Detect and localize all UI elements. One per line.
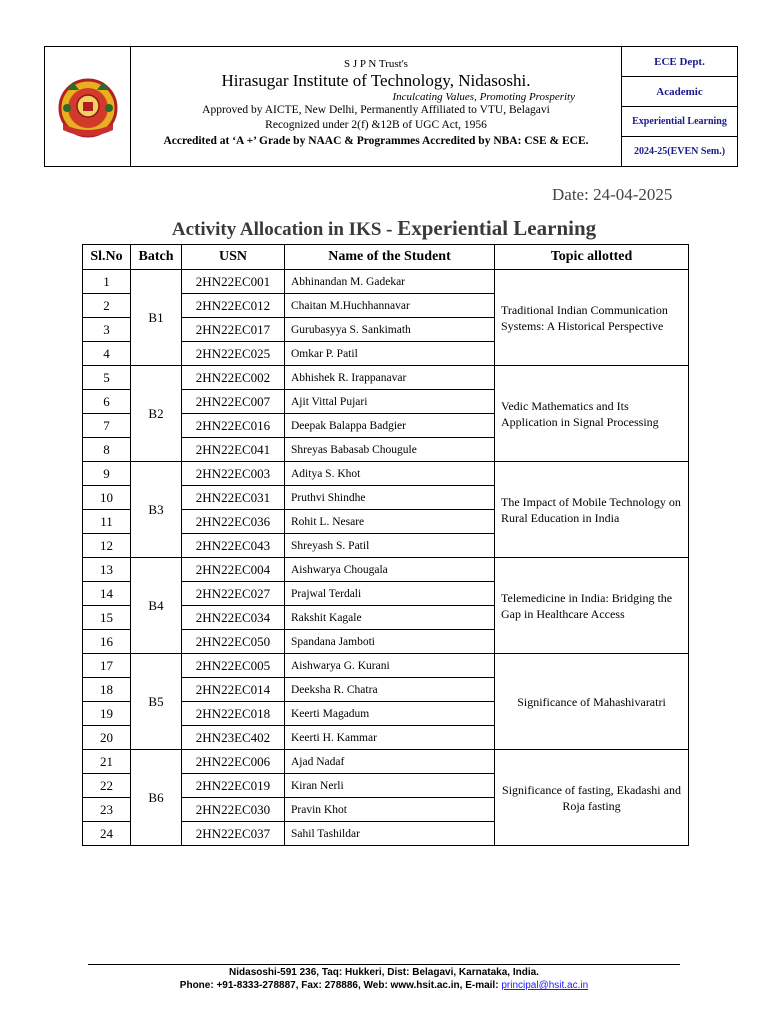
- sl-no-cell: 24: [83, 822, 131, 846]
- sl-no-cell: 5: [83, 366, 131, 390]
- accreditation-text: Accredited at ‘A +’ Grade by NAAC & Programmes Accredited by NBA: CSE & ECE.: [163, 135, 589, 147]
- usn-cell: 2HN22EC041: [182, 438, 285, 462]
- institute-motto: Inculcating Values, Promoting Prosperity: [392, 91, 575, 103]
- document-date: Date: 24-04-2025: [552, 185, 673, 204]
- topic-cell: Telemedicine in India: Bridging the Gap in Healthcare Access: [495, 558, 689, 654]
- student-name-cell: Deeksha R. Chatra: [285, 678, 495, 702]
- student-name-cell: Shreyas Babasab Chougule: [285, 438, 495, 462]
- usn-cell: 2HN22EC030: [182, 798, 285, 822]
- sl-no-cell: 23: [83, 798, 131, 822]
- student-name-cell: Deepak Balappa Badgier: [285, 414, 495, 438]
- header-slno: Sl.No: [83, 245, 131, 270]
- student-name-cell: Keerti Magadum: [285, 702, 495, 726]
- usn-cell: 2HN22EC043: [182, 534, 285, 558]
- usn-cell: 2HN22EC004: [182, 558, 285, 582]
- sl-no-cell: 18: [83, 678, 131, 702]
- sl-no-cell: 7: [83, 414, 131, 438]
- student-name-cell: Abhinandan M. Gadekar: [285, 270, 495, 294]
- usn-cell: 2HN22EC002: [182, 366, 285, 390]
- header-batch: Batch: [131, 245, 182, 270]
- usn-cell: 2HN22EC034: [182, 606, 285, 630]
- student-name-cell: Omkar P. Patil: [285, 342, 495, 366]
- activity-label: Experiential Learning: [622, 107, 737, 137]
- recognition-text: Recognized under 2(f) &12B of UGC Act, 1956: [265, 119, 487, 131]
- batch-cell: B4: [131, 558, 182, 654]
- semester-label: 2024-25(EVEN Sem.): [633, 146, 726, 157]
- student-name-cell: Pravin Khot: [285, 798, 495, 822]
- topic-cell: Vedic Mathematics and Its Application in Signal Processing: [495, 366, 689, 462]
- allocation-table: [82, 244, 689, 846]
- title-part-1: Activity Allocation in IKS -: [171, 219, 398, 240]
- student-name-cell: Ajad Nadaf: [285, 750, 495, 774]
- institute-emblem-icon: [53, 72, 123, 142]
- topic-cell: The Impact of Mobile Technology on Rural Education in India: [495, 462, 689, 558]
- footer-contact-text: Phone: +91-8333-278887, Fax: 278886, Web: www.hsit.ac.in, E-mail:: [179, 980, 502, 991]
- student-name-cell: Gurubasyya S. Sankimath: [285, 318, 495, 342]
- batch-cell: B1: [131, 270, 182, 366]
- batch-cell: B5: [131, 654, 182, 750]
- student-name-cell: Shreyash S. Patil: [285, 534, 495, 558]
- sl-no-cell: 2: [83, 294, 131, 318]
- topic-cell: Significance of Mahashivaratri: [495, 654, 689, 750]
- usn-cell: 2HN22EC016: [182, 414, 285, 438]
- usn-cell: 2HN22EC014: [182, 678, 285, 702]
- usn-cell: 2HN22EC031: [182, 486, 285, 510]
- table-row: [83, 654, 689, 678]
- header-meta: [622, 47, 737, 166]
- institute-name: Hirasugar Institute of Technology, Nidasoshi.: [221, 71, 531, 90]
- usn-cell: 2HN23EC402: [182, 726, 285, 750]
- usn-cell: 2HN22EC003: [182, 462, 285, 486]
- usn-cell: 2HN22EC050: [182, 630, 285, 654]
- student-name-cell: Chaitan M.Huchhannavar: [285, 294, 495, 318]
- header-usn: USN: [182, 245, 285, 270]
- batch-cell: B6: [131, 750, 182, 846]
- usn-cell: 2HN22EC007: [182, 390, 285, 414]
- table-row: [83, 558, 689, 582]
- sl-no-cell: 15: [83, 606, 131, 630]
- batch-cell: B3: [131, 462, 182, 558]
- student-name-cell: Aishwarya Chougala: [285, 558, 495, 582]
- sl-no-cell: 14: [83, 582, 131, 606]
- table-row: [83, 270, 689, 294]
- page-title: [0, 216, 768, 241]
- sl-no-cell: 21: [83, 750, 131, 774]
- usn-cell: 2HN22EC017: [182, 318, 285, 342]
- trust-name: S J P N Trust's: [344, 58, 408, 70]
- table-row: [83, 366, 689, 390]
- footer-contact: [0, 980, 768, 991]
- usn-cell: 2HN22EC037: [182, 822, 285, 846]
- sl-no-cell: 12: [83, 534, 131, 558]
- student-name-cell: Rohit L. Nesare: [285, 510, 495, 534]
- student-name-cell: Sahil Tashildar: [285, 822, 495, 846]
- usn-cell: 2HN22EC012: [182, 294, 285, 318]
- sl-no-cell: 8: [83, 438, 131, 462]
- usn-cell: 2HN22EC036: [182, 510, 285, 534]
- student-name-cell: Abhishek R. Irappanavar: [285, 366, 495, 390]
- footer-address: Nidasoshi-591 236, Taq: Hukkeri, Dist: Belagavi, Karnataka, India.: [229, 967, 539, 978]
- topic-cell: Traditional Indian Communication Systems: A Historical Perspective: [495, 270, 689, 366]
- sl-no-cell: 16: [83, 630, 131, 654]
- table-body: [83, 270, 689, 846]
- usn-cell: 2HN22EC027: [182, 582, 285, 606]
- section-label: Academic: [622, 77, 737, 107]
- usn-cell: 2HN22EC001: [182, 270, 285, 294]
- table-row: [83, 462, 689, 486]
- sl-no-cell: 10: [83, 486, 131, 510]
- student-name-cell: Rakshit Kagale: [285, 606, 495, 630]
- sl-no-cell: 6: [83, 390, 131, 414]
- usn-cell: 2HN22EC018: [182, 702, 285, 726]
- table-row: [83, 750, 689, 774]
- sl-no-cell: 13: [83, 558, 131, 582]
- institute-info: [131, 47, 622, 166]
- student-name-cell: Kiran Nerli: [285, 774, 495, 798]
- student-name-cell: Prajwal Terdali: [285, 582, 495, 606]
- student-name-cell: Aishwarya G. Kurani: [285, 654, 495, 678]
- sl-no-cell: 11: [83, 510, 131, 534]
- header-name: Name of the Student: [285, 245, 495, 270]
- logo-cell: [45, 47, 131, 166]
- approval-text: Approved by AICTE, New Delhi, Permanently Affiliated to VTU, Belagavi: [202, 104, 550, 116]
- student-name-cell: Pruthvi Shindhe: [285, 486, 495, 510]
- sl-no-cell: 9: [83, 462, 131, 486]
- dept-label: ECE Dept.: [622, 47, 737, 77]
- student-name-cell: Keerti H. Kammar: [285, 726, 495, 750]
- table-header-row: [83, 245, 689, 270]
- student-name-cell: Spandana Jamboti: [285, 630, 495, 654]
- letterhead: [44, 46, 738, 167]
- usn-cell: 2HN22EC019: [182, 774, 285, 798]
- header-topic: Topic allotted: [495, 245, 689, 270]
- sl-no-cell: 17: [83, 654, 131, 678]
- usn-cell: 2HN22EC005: [182, 654, 285, 678]
- sl-no-cell: 20: [83, 726, 131, 750]
- sl-no-cell: 19: [83, 702, 131, 726]
- batch-cell: B2: [131, 366, 182, 462]
- sl-no-cell: 3: [83, 318, 131, 342]
- sl-no-cell: 22: [83, 774, 131, 798]
- student-name-cell: Ajit Vittal Pujari: [285, 390, 495, 414]
- sl-no-cell: 4: [83, 342, 131, 366]
- sl-no-cell: 1: [83, 270, 131, 294]
- email-link[interactable]: principal@hsit.ac.in: [501, 980, 589, 991]
- footer-divider: [88, 964, 680, 965]
- usn-cell: 2HN22EC025: [182, 342, 285, 366]
- title-part-2: Experiential Learning: [397, 216, 597, 240]
- student-name-cell: Aditya S. Khot: [285, 462, 495, 486]
- topic-cell: Significance of fasting, Ekadashi and Roja fasting: [495, 750, 689, 846]
- usn-cell: 2HN22EC006: [182, 750, 285, 774]
